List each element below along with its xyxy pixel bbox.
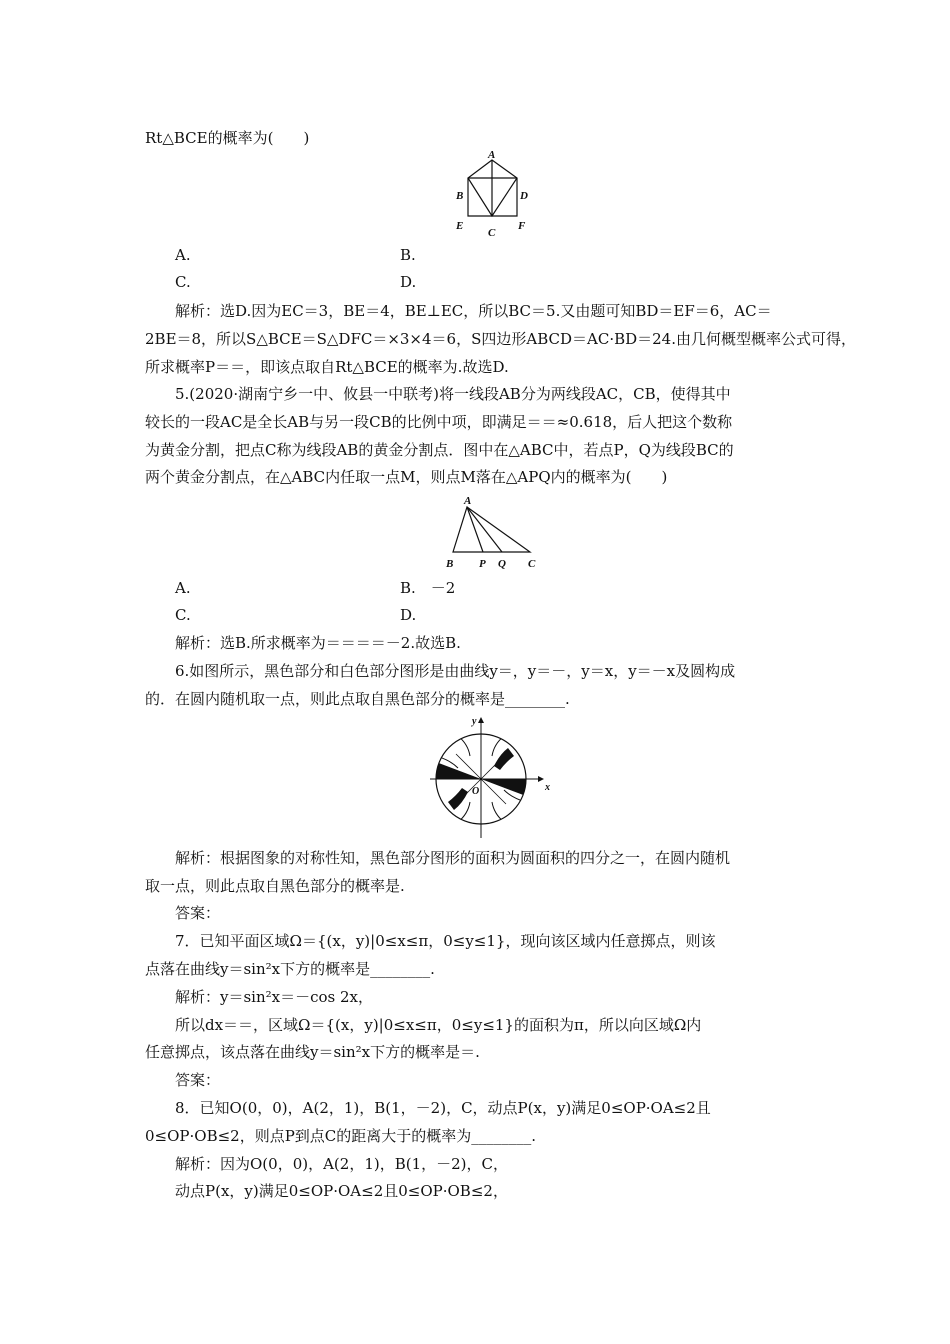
label-D: D	[520, 190, 528, 202]
question-6: 6.如图所示，黑色部分和白色部分图形是由曲线y＝，y＝－，y＝x，y＝－x及圆构成	[175, 662, 736, 680]
text-line: 取一点，则此点取自黑色部分的概率是.	[145, 877, 405, 895]
label-Q: Q	[498, 558, 506, 570]
figure-circle	[428, 712, 558, 840]
answer-label: 答案：	[175, 904, 221, 922]
text-line: 解析：选D.因为EC＝3，BE＝4，BE⊥EC，所以BC＝5.又由题可知BD＝EF＝6，AC＝	[175, 302, 772, 320]
option-d: D.	[400, 606, 417, 624]
label-C: C	[528, 558, 536, 570]
option-b: B. －2	[400, 579, 456, 597]
text-line: 点落在曲线y＝sin²x下方的概率是________.	[145, 960, 435, 978]
label-P: P	[479, 558, 486, 570]
question-8: 8．已知O(0，0)，A(2，1)，B(1，－2)，C，动点P(x，y)满足0≤OP·OA≤2且	[175, 1099, 711, 1117]
axis-label-y: y	[472, 716, 477, 727]
text-line: 较长的一段AC是全长AB与另一段CB的比例中项，即满足＝＝≈0.618，后人把这个数称	[145, 413, 733, 431]
text-line: 为黄金分割，把点C称为线段AB的黄金分割点．图中在△ABC中，若点P，Q为线段BC的	[145, 441, 734, 459]
label-B: B	[456, 190, 464, 202]
text-line: 所以dx＝＝，区域Ω＝{(x，y)|0≤x≤π，0≤y≤1}的面积为π，所以向区域Ω内	[175, 1016, 702, 1034]
text-line: Rt△BCE的概率为( )	[145, 129, 310, 147]
text-line: 解析：因为O(0，0)，A(2，1)，B(1，－2)，C，	[175, 1155, 509, 1173]
axis-label-x: x	[545, 782, 550, 793]
option-a: A.	[175, 579, 191, 597]
text-line: 解析：y＝sin²x＝－cos 2x，	[175, 988, 374, 1006]
figure-kite	[448, 148, 538, 240]
label-B: B	[446, 558, 454, 570]
option-d: D.	[400, 273, 417, 291]
text-line: 动点P(x，y)满足0≤OP·OA≤2且0≤OP·OB≤2，	[175, 1182, 508, 1200]
text-line: 2BE＝8，所以S△BCE＝S△DFC＝×3×4＝6，S四边形ABCD＝AC·BD＝24.由几何概型概率公式可得，	[145, 330, 856, 348]
text-line: 的．在圆内随机取一点，则此点取自黑色部分的概率是________.	[145, 690, 570, 708]
text-line: 解析：选B.所求概率为＝＝＝＝－2.故选B.	[175, 634, 461, 652]
text-line: 两个黄金分割点，在△ABC内任取一点M，则点M落在△APQ内的概率为( )	[145, 468, 668, 486]
label-E: E	[456, 220, 464, 232]
label-C: C	[488, 227, 496, 239]
label-F: F	[518, 220, 526, 232]
option-b: B.	[400, 246, 416, 264]
origin-label: O	[472, 786, 480, 797]
option-c: C.	[175, 273, 191, 291]
answer-label: 答案：	[175, 1071, 221, 1089]
question-7: 7．已知平面区域Ω＝{(x，y)|0≤x≤π，0≤y≤1}，现向该区域内任意掷点，则该	[175, 932, 716, 950]
question-5: 5.(2020·湖南宁乡一中、攸县一中联考)将一线段AB分为两线段AC，CB，使得其中	[175, 385, 731, 403]
text-line: 0≤OP·OB≤2，则点P到点C的距离大于的概率为________.	[145, 1127, 537, 1145]
option-a: A.	[175, 246, 191, 264]
text-line: 解析：根据图象的对称性知，黑色部分图形的面积为圆面积的四分之一，在圆内随机	[175, 849, 731, 867]
label-A: A	[464, 495, 472, 507]
text-line: 所求概率P＝＝，即该点取自Rt△BCE的概率为.故选D.	[145, 358, 509, 376]
label-A: A	[488, 149, 496, 161]
text-line: 任意掷点，该点落在曲线y＝sin²x下方的概率是＝.	[145, 1043, 480, 1061]
figure-triangle	[440, 494, 550, 574]
option-c: C.	[175, 606, 191, 624]
